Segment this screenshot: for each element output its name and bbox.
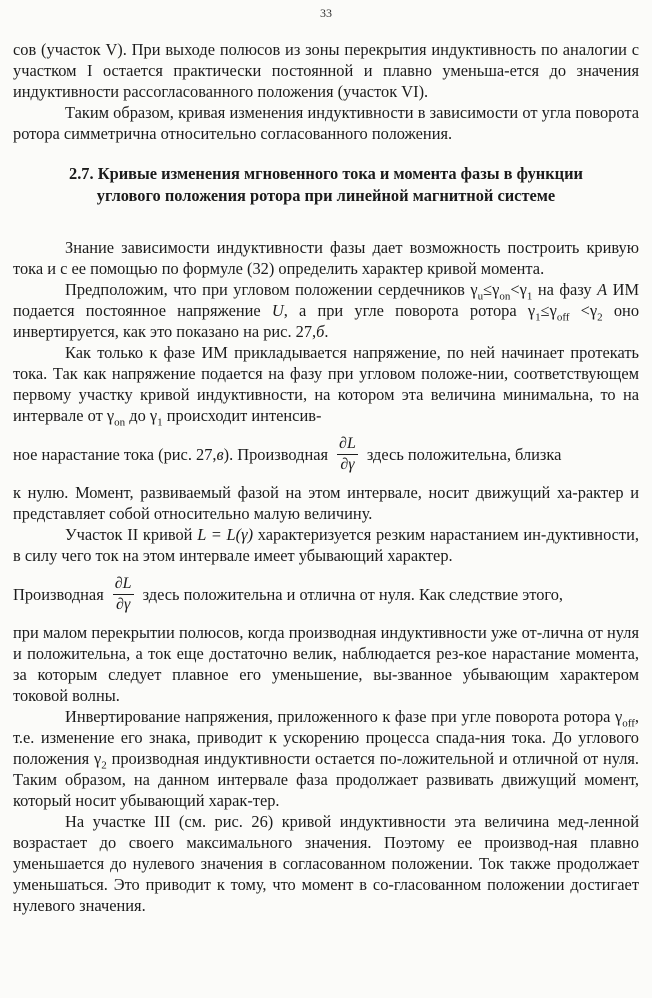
paragraph-4: Предположим, что при угловом положении сердечников $\gamma_u\le\gamma_{on}<\gamma_1$ на фазу A ИМ подается постоянное напряжение U, а при угле поворота ротора $\gamma_1\le\gamma_{off} <\gamma_2$ оно инвертируется, как это показано на рис. 27,б. (13, 280, 640, 341)
section-heading (13, 163, 639, 207)
paragraph-7: Инвертирование напряжения, приложенного к фазе при угле поворота ротора $\gamma_{off}$, т.е. изменение его знака, приводит к ускорению процесса спада-ния тока. До углового положения $\gamma_2$ производная индуктивности остается по-ложительной и отличной от нуля. Таким образом, на данном интервале фаза продолжает развивать движущий момент, который носит убывающий харак-тер. (13, 707, 640, 810)
section-heading-line-2: углового положения ротора при линейной магнитной системе (96, 186, 556, 205)
paragraph-6-continued: при малом перекрытии полюсов, когда производная индуктивности уже от-лична от нуля и положительна, а ток еще достаточно велик, наблюдается рез-кое нарастание момента, за которым следует плавное его уменьшение, вы-званное убывающим характером токовой волны. (13, 623, 639, 705)
paragraph-8: На участке III (см. рис. 26) кривой индуктивности эта величина мед-ленной возрастает до своего максимального значения. Поэтому ее производ-ная плавно уменьшается до нулевого значения в согласованном положении. Ток также продолжает уменьшаться. Это приводит к тому, что момент в со-гласованном положении достигает нулевого значения. (13, 812, 639, 915)
formula-line-1: ное нарастание тока (рис. 27,в). Производная $\frac{\partial L}{\partial\gamma}$ здесь положительна, близка (13, 434, 562, 473)
derivative-fraction: $\frac{\partial L}{\partial\gamma}$ (114, 574, 132, 613)
paragraph-5-continued: к нулю. Момент, развиваемый фазой на этом интервале, носит движущий ха-рактер и представляет собой относительно малую величину. (13, 483, 639, 523)
section-heading-line-1: 2.7. Кривые изменения мгновенного тока и момента фазы в функции (69, 164, 583, 183)
formula-line-2: Производная $\frac{\partial L}{\partial\gamma}$ здесь положительна и отлична от нуля. Как следствие этого, (13, 574, 564, 613)
page-number: 33 (320, 6, 332, 20)
paragraph-1: сов (участок V). При выходе полюсов из зоны перекрытия индуктивность по аналогии с участком I остается практически постоянной и плавно уменьша-ется до значения индуктивности рассогласованного положения (участок VI). (13, 40, 639, 101)
derivative-fraction: $\frac{\partial L}{\partial\gamma}$ (339, 434, 356, 473)
paragraph-5: Как только к фазе ИМ прикладывается напряжение, по ней начинает протекать тока. Так как напряжение подается на фазу при угловом положе-нии, соответствующем первому участку кривой индуктивности, на котором эта величина минимальна, то на интервале от $\gamma_{on}$ до $\gamma_1$ происходит интенсив- (13, 343, 639, 429)
paragraph-3: Знание зависимости индуктивности фазы дает возможность построить кривую тока и с ее помощью по формуле (32) определить характер кривой момента. (13, 238, 639, 278)
paragraph-6: Участок II кривой L = L(γ) характеризуется резким нарастанием ин-дуктивности, в силу чего ток на этом интервале имеет убывающий характер. (13, 525, 639, 565)
paragraph-2: Таким образом, кривая изменения индуктивности в зависимости от угла поворота ротора симметрична относительно согласованного положения. (13, 103, 639, 143)
page-body (13, 39, 639, 916)
